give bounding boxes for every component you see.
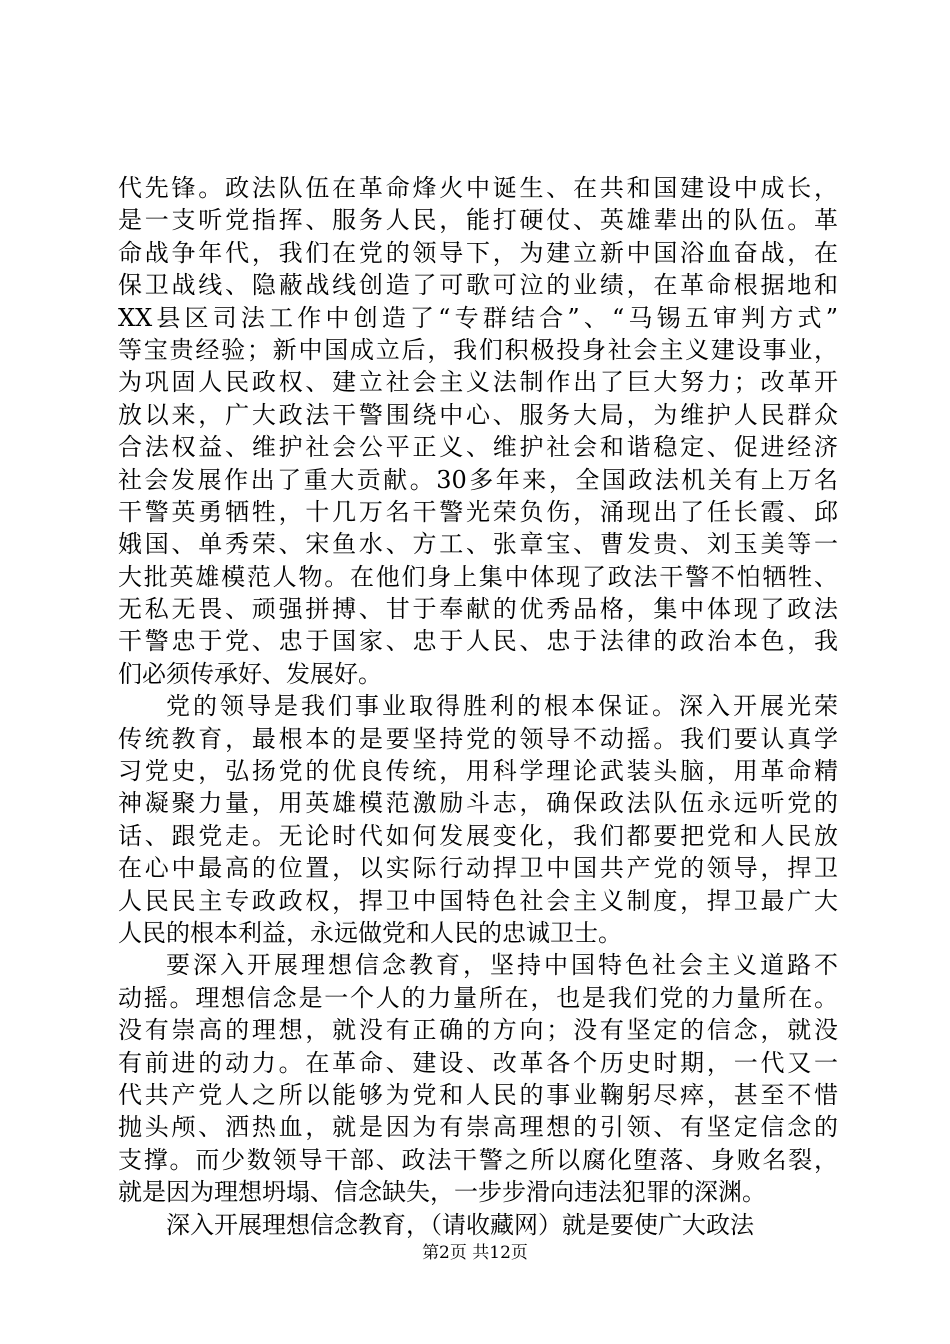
text-line: 抛头颅、洒热血，就是因为有崇高理想的引领、有坚定信念的 [118, 1113, 838, 1142]
document-body [118, 172, 838, 1241]
text-line: 大批英雄模范人物。在他们身上集中体现了政法干警不怕牺牲、 [118, 562, 838, 591]
text-line: 等宝贵经验；新中国成立后，我们积极投身社会主义建设事业， [118, 335, 838, 364]
text-line: 是一支听党指挥、服务人民，能打硬仗、英雄辈出的队伍。革 [118, 206, 838, 235]
text-line: 娥国、单秀荣、宋鱼水、方工、张章宝、曹发贵、刘玉美等一 [118, 530, 838, 559]
text-line: 代先锋。政法队伍在革命烽火中诞生、在共和国建设中成长， [118, 174, 838, 202]
paragraph [118, 949, 838, 1208]
text-line: 人民的根本利益，永远做党和人民的忠诚卫士。 [118, 918, 622, 947]
text-line: 合法权益、维护社会公平正义、维护社会和谐稳定、促进经济 [118, 433, 838, 462]
text-line: 放以来，广大政法干警围绕中心、服务大局，为维护人民群众 [118, 400, 838, 429]
text-line: 命战争年代，我们在党的领导下，为建立新中国浴血奋战，在 [118, 238, 838, 267]
text-line: 习党史，弘扬党的优良传统，用科学理论武装头脑，用革命精 [118, 757, 838, 786]
paragraph [118, 1209, 838, 1241]
text-line: 社会发展作出了重大贡献。30多年来，全国政法机关有上万名 [118, 465, 838, 494]
page-footer: 第2页 共12页 [422, 1243, 528, 1263]
text-line: 深入开展理想信念教育，（请收藏网）就是要使广大政法 [166, 1210, 754, 1239]
text-line: 干警英勇牺牲，十几万名干警光荣负伤，涌现出了任长霞、邱 [118, 497, 838, 526]
text-line: 为巩固人民政权、建立社会主义法制作出了巨大努力；改革开 [118, 368, 838, 397]
text-line: 话、跟党走。无论时代如何发展变化，我们都要把党和人民放 [118, 821, 838, 850]
text-line: 们必须传承好、发展好。 [118, 659, 382, 688]
text-line: 要深入开展理想信念教育，坚持中国特色社会主义道路不 [166, 951, 838, 980]
text-line: 没有崇高的理想，就没有正确的方向；没有坚定的信念，就没 [118, 1016, 838, 1045]
text-line: 有前进的动力。在革命、建设、改革各个历史时期，一代又一 [118, 1048, 838, 1077]
paragraph [118, 172, 838, 690]
text-line: 党的领导是我们事业取得胜利的根本保证。深入开展光荣 [166, 692, 838, 721]
text-line: 人民民主专政政权，捍卫中国特色社会主义制度，捍卫最广大 [118, 886, 838, 915]
text-line: 就是因为理想坍塌、信念缺失，一步步滑向违法犯罪的深渊。 [118, 1178, 766, 1207]
text-line: 动摇。理想信念是一个人的力量所在，也是我们党的力量所在。 [118, 983, 838, 1012]
paragraph [118, 690, 838, 949]
text-line: 支撑。而少数领导干部、政法干警之所以腐化堕落、身败名裂， [118, 1145, 838, 1174]
text-line: 干警忠于党、忠于国家、忠于人民、忠于法律的政治本色，我 [118, 627, 838, 656]
text-line: 传统教育，最根本的是要坚持党的领导不动摇。我们要认真学 [118, 724, 838, 753]
text-line: 保卫战线、隐蔽战线创造了可歌可泣的业绩，在革命根据地和 [118, 271, 838, 300]
text-line: 代共产党人之所以能够为党和人民的事业鞠躬尽瘁，甚至不惜 [118, 1080, 838, 1109]
text-line: XX县区司法工作中创造了“专群结合”、“马锡五审判方式” [118, 303, 838, 332]
text-line: 在心中最高的位置，以实际行动捍卫中国共产党的领导，捍卫 [118, 854, 838, 883]
text-line: 神凝聚力量，用英雄模范激励斗志，确保政法队伍永远听党的 [118, 789, 838, 818]
text-line: 无私无畏、顽强拼搏、甘于奉献的优秀品格，集中体现了政法 [118, 595, 838, 624]
